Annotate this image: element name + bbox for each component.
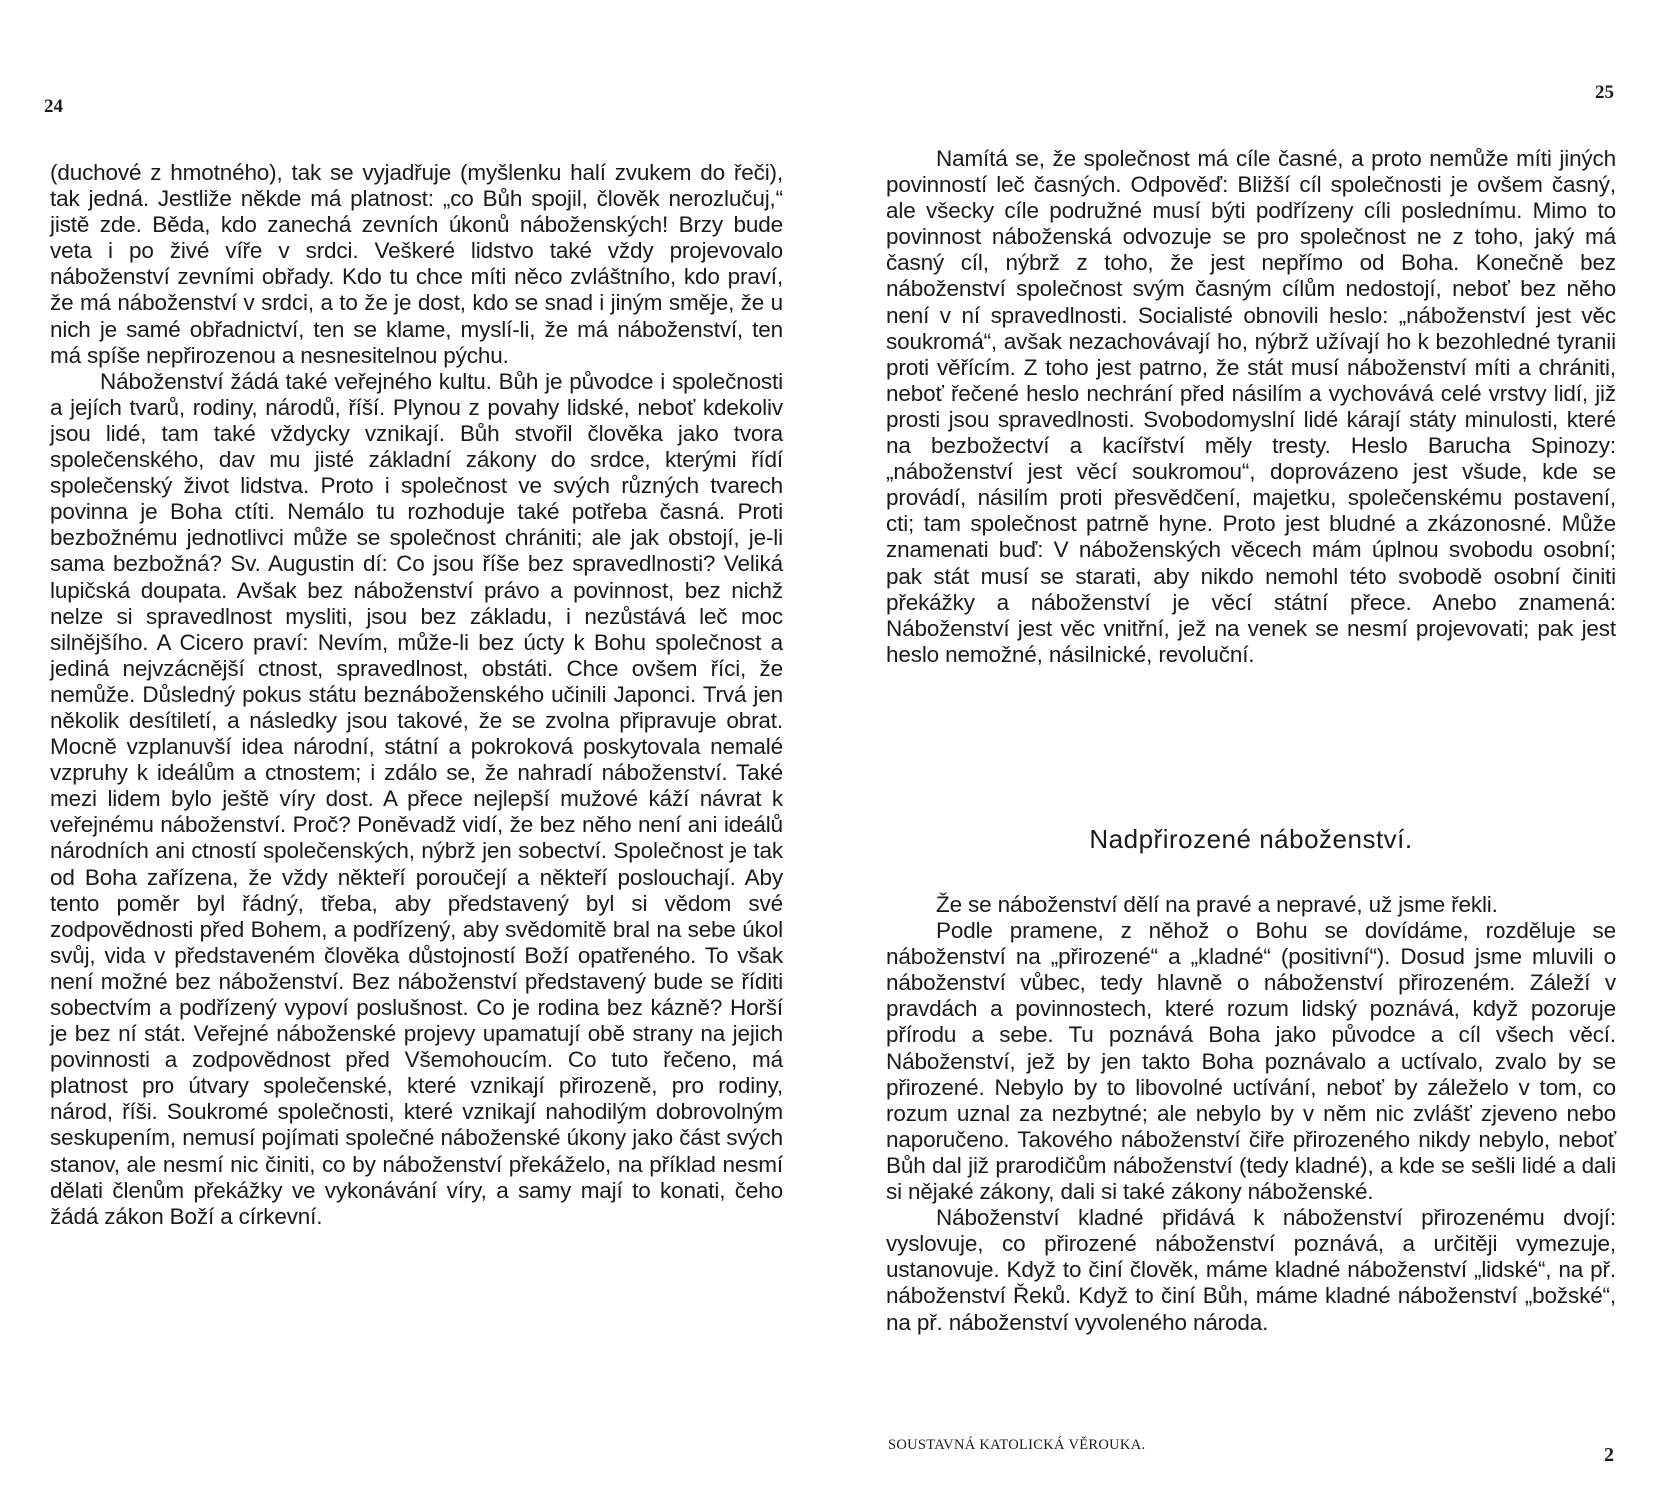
page-number-left: 24: [44, 96, 63, 117]
left-body-text: [50, 160, 783, 1230]
page-number-right: 25: [1595, 82, 1614, 103]
paragraph: Náboženství žádá také veřejného kultu. Bůh je původce i společnosti a jejích tvarů, rodiny, národů, říší. Plynou z povahy lidské, neboť kdekoliv jsou lidé, tam také vždycky vznikají. Bůh stvořil člověka jako tvora společenského, dav mu jisté základní zákony do srdce, kterými řídí společenský život lidstva. Proto i společnost ve svých různých tvarech povinna je Boha ctíti. Nemálo tu rozhoduje také potřeba časná. Proti bezbožnému jednotlivci může se společnost chrániti; ale jak obstojí, je-li sama bezbožná? Sv. Augustin dí: Co jsou říše bez spravedlnosti? Veliká lupičská doupata. Avšak bez náboženství právo a povinnost, bez nichž nelze si spravedlnost mysliti, jsou bez základu, i nezůstává leč moc silnějšího. A Cicero praví: Nevím, může-li bez úcty k Bohu společnost a jediná nejvzácnější ctnost, spravedlnost, obstáti. Chce ovšem říci, že nemůže. Důsledný pokus státu beznáboženského učinili Japonci. Trvá jen několik desítiletí, a následky jsou takové, že se zvolna připravuje obrat. Mocně vzplanuvší idea národní, státní a pokroková poskytovala nemalé vzpruhy k ideálům a ctnostem; i zdálo se, že nahradí náboženství. Také mezi lidem bylo ještě víry dost. A přece nejlepší mužové káží návrat k veřejnému náboženství. Proč? Poněvadž vidí, že bez něho není ani ideálů národních ani ctností společenských, nýbrž jen sobectví. Společnost je tak od Boha zařízena, že vždy někteří poroučejí a někteří poslouchají. Aby tento poměr byl řádný, třeba, aby představený byl si vědom své zodpovědnosti před Bohem, a podřízený, aby svědomitě bral na sebe úkol svůj, vida v představeném člověka důstojností Boží opatřeného. To však není možné bez náboženství. Bez náboženství představený bude se říditi sobectvím a podřízený vypoví poslušnost. Co je rodina bez kázně? Horší je bez ní stát. Veřejné náboženské projevy upamatují obě strany na jejich povinnosti a zodpovědnost před Všemohoucím. Co tuto řečeno, má platnost pro útvary společenské, které vznikají přirozeně, pro rodiny, národ, říši. Soukromé společnosti, které vznikají nahodilým dobrovolným seskupením, nemusí pojímati společné náboženské úkony jako část svých stanov, ale nesmí nic činiti, co by náboženství překáželo, na příklad nesmí dělati členům překážky ve vykonávání víry, a samy mají to konati, čeho žádá zákon Boží a církevní.: [50, 368, 783, 1229]
section-heading: Nadpřirozené náboženství.: [1089, 824, 1413, 854]
paragraph: Náboženství kladné přidává k náboženství přirozenému dvojí: vyslovuje, co přirozené náboženství poznává, a určitěji vymezuje, ustanovuje. Když to činí člověk, máme kladné náboženství „lidské“, na př. náboženství Řeků. Když to činí Bůh, máme kladné náboženství „božské“, na př. náboženství vyvoleného národa.: [886, 1205, 1616, 1335]
paragraph: Podle pramene, z něhož o Bohu se dovídáme, rozděluje se náboženství na „přirozené“ a „kladné“ (positivní“). Dosud jsme mluvili o náboženství vůbec, tedy hlavně o náboženství přirozeném. Záleží v pravdách a povinnostech, které rozum lidský poznává, když pozoruje přírodu a sebe. Tu poznává Boha jako původce a cíl všech věcí. Náboženství, jež by jen takto Boha poznávalo a uctívalo, zvalo by se přirozené. Nebylo by to libovolné uctívání, neboť by záleželo v tom, co rozum uznal za nezbytné; ale nebylo by v něm nic zvlášť zjeveno nebo naporučeno. Takového náboženství čiře přirozeného nikdy nebylo, neboť Bůh dal již prarodičům náboženství (tedy kladné), a kde se sešli lidé a dali si nějaké zákony, dali si také zákony náboženské.: [886, 918, 1616, 1205]
paragraph: Že se náboženství dělí na pravé a nepravé, už jsme řekli.: [936, 892, 1498, 917]
right-body-text-top: [886, 146, 1616, 668]
signature-number: 2: [1604, 1444, 1614, 1466]
paragraph: Namítá se, že společnost má cíle časné, a proto nemůže míti jiných povinností leč časných. Odpověď: Bližší cíl společnosti je ovšem časný, ale všecky cíle podružné musí býti podřízeny cíli poslednímu. Mimo to povinnost náboženská odvozuje se pro společnost ne z toho, jaký má časný cíl, nýbrž z toho, že jest nepřímo od Boha. Konečně bez náboženství společnost svým časným cílům nedostojí, neboť bez něho není v ní spravedlnosti. Socialisté obnovili heslo: „náboženství jest věc soukromá“, avšak nezachovávají ho, nýbrž užívají ho k bezohledné tyranii proti věřícím. Z toho jest patrno, že stát musí náboženství míti a chrániti, neboť řečené heslo nechrání před násilím a vychovává celé vrstvy lidí, již prosti jsou spravedlnosti. Svobodomyslní lidé kárají státy minulosti, které na bezbožectví a kacířství měly tresty. Heslo Barucha Spinozy: „náboženství jest věcí soukromou“, doprovázeno jest všude, kde se provádí, násilím proti přesvědčení, majetku, společenskému postavení, cti; tam společnost patrně hyne. Proto jest bludné a zkázonosné. Může znamenati buď: V náboženských věcech mám úplnou svobodu osobní; pak stát musí se starati, aby nikdo nemohl této svobodě osobní činiti překážky a náboženství je věcí státní přece. Anebo znamená: Náboženství jest věc vnitřní, jež na venek se nesmí projevovati; pak jest heslo nemožné, násilnické, revoluční.: [886, 146, 1616, 667]
paragraph: (duchové z hmotného), tak se vyjadřuje (myšlenku halí zvukem do řeči), tak jedná. Jestliže někde má platnost: „co Bůh spojil, člověk nerozlučuj,“ jistě zde. Běda, kdo zanechá zevních úkonů náboženských! Brzy bude veta i po živé víře v srdci. Veškeré lidstvo také vždy projevovalo náboženství zevními obřady. Kdo tu chce míti něco zvláštního, kdo praví, že má náboženství v srdci, a to že je dost, kdo se snad i jiným směje, že u nich je samé obřadnictví, ten se klame, myslí-li, že má náboženství, ten má spíše nepřirozenou a nesnesitelnou pýchu.: [50, 160, 783, 368]
right-body-text-bottom: [886, 892, 1616, 1336]
book-title-footer: SOUSTAVNÁ KATOLICKÁ VĚROUKA.: [888, 1437, 1146, 1453]
right-page: [836, 0, 1672, 1500]
